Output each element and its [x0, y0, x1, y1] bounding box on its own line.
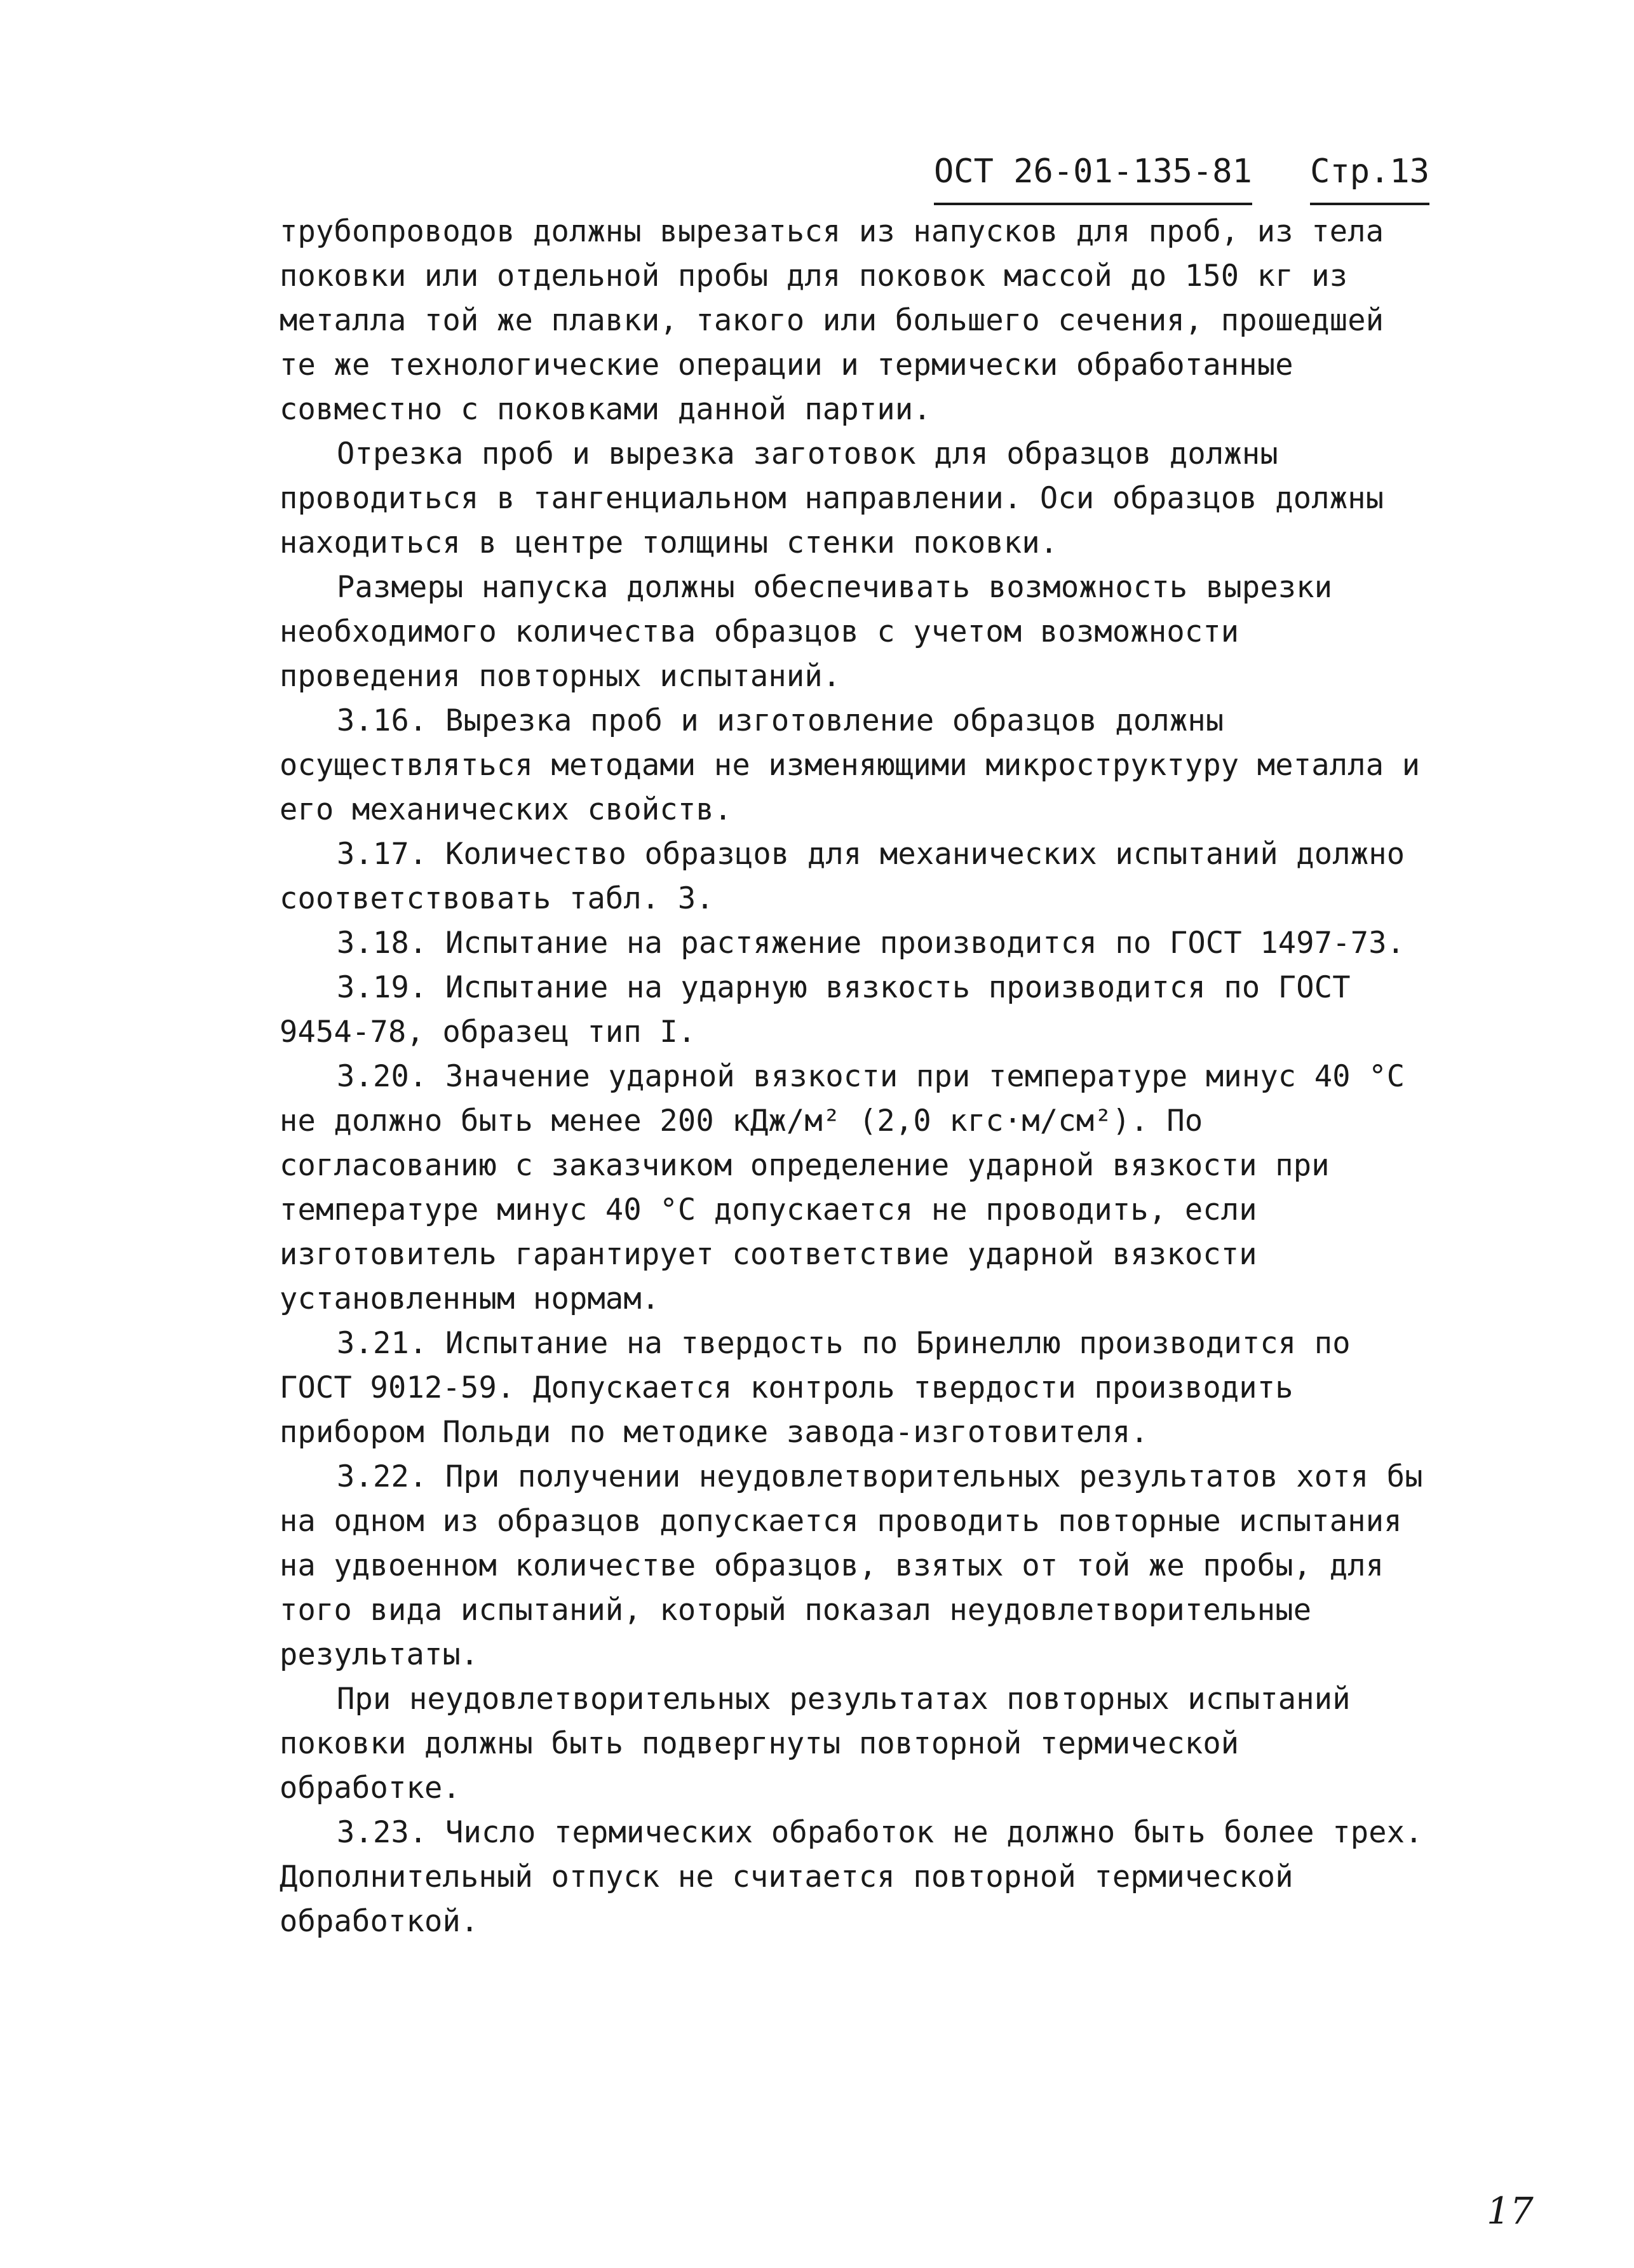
clause-3-22: 3.22. При получении неудовлетворительных результатов хотя бы на одном из образцов допускается проводить повторные испытания на удвоенном количестве образцов, взятых от той же пробы, для того вида испытаний, который показал неудовлетворительные результаты. [280, 1459, 1423, 1672]
body-text [280, 210, 1423, 1944]
paragraph-sampling-direction: Отрезка проб и вырезка заготовок для образцов должны проводиться в тангенциальном направлении. Оси образцов должны находиться в центре толщины стенки поковки. [280, 436, 1384, 560]
clause-3-23: 3.23. Число термических обработок не должно быть более трех. Дополнительный отпуск не считается повторной термической обработкой. [280, 1815, 1423, 1939]
clause-3-16: 3.16. Вырезка проб и изготовление образцов должны осуществляться методами не изменяющими микроструктуру металла и его механических свойств. [280, 703, 1421, 827]
document-code: ОСТ 26-01-135-81 [934, 143, 1252, 205]
handwritten-sheet-number: 17 [1487, 2189, 1534, 2232]
paragraph-allowance-size: Размеры напуска должны обеспечивать возможность вырезки необходимого количества образцов с учетом возможности проведения повторных испытаний. [280, 570, 1333, 694]
clause-3-18: 3.18. Испытание на растяжение производится по ГОСТ 1497-73. [337, 926, 1405, 961]
clause-3-19: 3.19. Испытание на ударную вязкость производится по ГОСТ 9454-78, образец тип I. [280, 970, 1351, 1050]
clause-3-17: 3.17. Количество образцов для механических испытаний должно соответствовать табл. 3. [280, 837, 1405, 916]
clause-3-21: 3.21. Испытание на твердость по Бринеллю производится по ГОСТ 9012-59. Допускается контроль твердости производить прибором Польди по методике завода-изготовителя. [280, 1326, 1351, 1450]
paragraph-retest-failure: При неудовлетворительных результатах повторных испытаний поковки должны быть подвергнуты повторной термической обработке. [280, 1682, 1351, 1806]
clause-3-20: 3.20. Значение ударной вязкости при температуре минус 40 °С не должно быть менее 200 кДж/м² (2,0 кгс·м/см²). По согласованию с заказчиком определение ударной вязкости при температуре минус 40 °С допускается не проводить, если изготовитель гарантирует соответствие ударной вязкости установленным нормам. [280, 1059, 1405, 1316]
page-number-label: Стр.13 [1310, 143, 1429, 205]
page-header [934, 143, 1429, 200]
paragraph-continuation: трубопроводов должны вырезаться из напусков для проб, из тела поковки или отдельной пробы для поковок массой до 150 кг из металла той же плавки, такого или большего сечения, прошедшей те же технологические операции и термически обработанные совместно с поковками данной партии. [280, 214, 1384, 427]
